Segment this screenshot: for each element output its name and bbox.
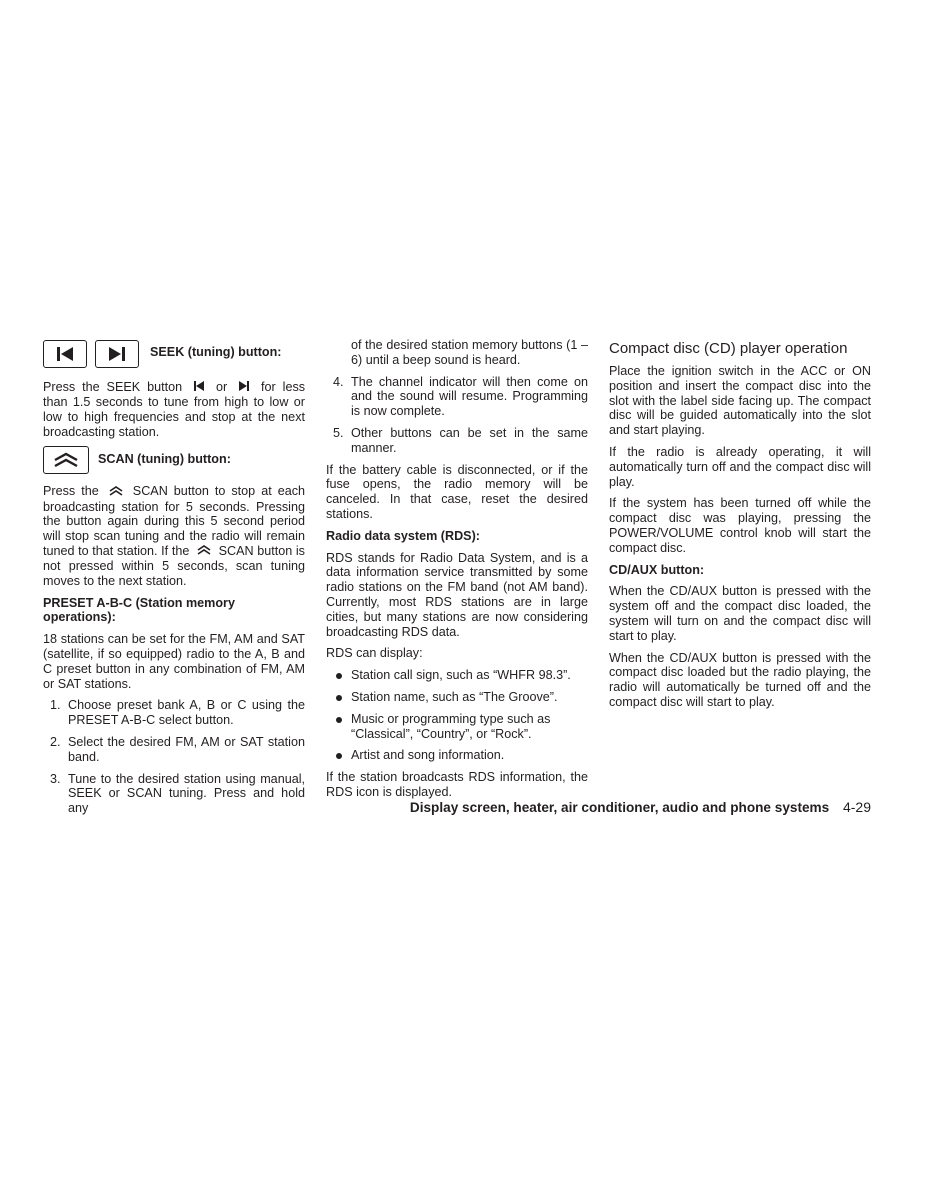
seek-heading-row	[43, 338, 305, 378]
seek-forward-icon	[238, 380, 250, 395]
column-right	[609, 338, 871, 717]
rds-heading: Radio data system (RDS):	[326, 528, 480, 543]
cd-paragraph-3: If the system has been turned off while the compact disc was playing, pressing the POWER/VOLUME control knob will start the compact disc.	[609, 496, 871, 555]
seek-back-icon	[193, 380, 205, 395]
cd-paragraph-4: When the CD/AUX button is pressed with the system off and the compact disc loaded, the system will turn on and the compact disc will start to play.	[609, 584, 871, 643]
scan-heading-row	[43, 446, 305, 480]
rds-can-display: RDS can display:	[326, 646, 423, 661]
list-item: 1. Choose preset bank A, B or C using the PRESET A-B-C select button.	[50, 698, 305, 728]
list-item: 3. Tune to the desired station using manual, SEEK or SCAN tuning. Press and hold any	[50, 771, 305, 816]
cd-paragraph-1: Place the ignition switch in the ACC or ON position and insert the compact disc into the slot with the label side facing up. The compact disc will be guided automatically into the slot and start playing.	[609, 364, 871, 438]
seek-heading: SEEK (tuning) button:	[150, 345, 282, 359]
preset-intro: 18 stations can be set for the FM, AM and SAT (satellite, if so equipped) radio to the A, B and C preset button in any combination of FM, AM or SAT stations.	[43, 632, 305, 691]
bullet-icon	[336, 695, 342, 701]
list-item: 4. The channel indicator will then come on and the sound will resume. Programming is now complete.	[333, 374, 588, 419]
page-footer	[410, 799, 871, 815]
cd-paragraph-5: When the CD/AUX button is pressed with the compact disc loaded but the radio playing, the radio will automatically be turned off and the compact disc will start to play.	[609, 650, 871, 709]
list-item: 2. Select the desired FM, AM or SAT station band.	[50, 734, 305, 764]
step3-continued: of the desired station memory buttons (1 – 6) until a beep sound is heard.	[351, 338, 588, 367]
preset-steps-continued	[326, 375, 588, 456]
cd-paragraph-2: If the radio is already operating, it will automatically turn off and the compact disc will play.	[609, 444, 871, 489]
rds-description: RDS stands for Radio Data System, and is a data information service transmitted by some radio stations on the FM band (not AM band). Currently, most RDS stations are in large cities, but many stations are now considering broadcasting RDS data.	[326, 550, 588, 639]
preset-heading: PRESET A-B-C (Station memory operations):	[43, 595, 235, 625]
chapter-title: Display screen, heater, air conditioner, audio and phone systems	[409, 800, 830, 815]
scan-heading: SCAN (tuning) button:	[98, 452, 231, 467]
scan-icon	[197, 544, 211, 559]
column-middle	[326, 338, 588, 807]
bullet-icon	[336, 673, 342, 679]
section-title: Compact disc (CD) player operation	[609, 340, 848, 357]
rds-bullets	[326, 668, 588, 763]
seek-back-icon	[43, 340, 87, 368]
list-item: Music or programming type such as “Classical”, “Country”, or “Rock”.	[326, 712, 588, 742]
seek-forward-icon	[95, 340, 139, 368]
bullet-icon	[336, 717, 342, 723]
seek-description: Press the SEEK button or for less than 1.5 seconds to tune from high to low or low to high frequencies and stop at the next broadcasting station.	[43, 380, 306, 439]
preset-steps	[43, 698, 305, 816]
page-number: 4-29	[842, 799, 871, 815]
battery-note: If the battery cable is disconnected, or if the fuse opens, the radio memory will be canceled. In that case, reset the desired stations.	[326, 462, 588, 521]
bullet-icon	[336, 753, 342, 759]
scan-icon	[43, 446, 89, 474]
list-item: 5. Other buttons can be set in the same manner.	[333, 425, 588, 455]
scan-icon	[109, 485, 123, 500]
rds-icon-note: If the station broadcasts RDS information, the RDS icon is displayed.	[326, 770, 588, 799]
scan-description: Press the SCAN button to stop at each broadcasting station for 5 seconds. Pressing the button again during this 5 second period will stop scan tuning and the radio will remain tuned to that station. If the SCAN button is not pressed within 5 seconds, scan tuning moves to the next station.	[43, 484, 306, 588]
column-left	[43, 338, 305, 823]
cdaux-heading: CD/AUX button:	[609, 562, 705, 577]
list-item: Station call sign, such as “WHFR 98.3”.	[326, 668, 588, 683]
list-item: Artist and song information.	[326, 748, 588, 763]
list-item: Station name, such as “The Groove”.	[326, 690, 588, 705]
